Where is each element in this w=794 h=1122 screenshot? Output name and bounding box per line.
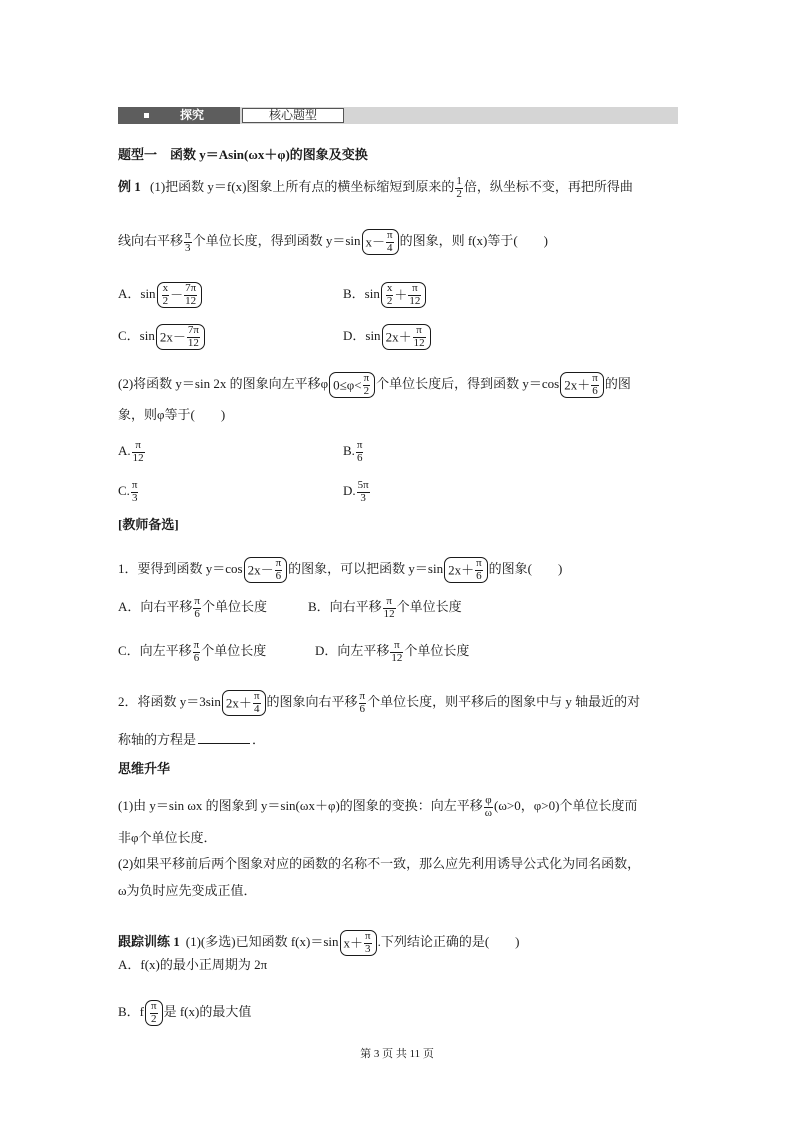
banner-tag [118, 107, 240, 124]
ex1-line1: 例 1 (1)把函数 y＝f(x)图象上所有点的横坐标缩短到原来的 $\frac{1}{2}$ 倍，纵坐标不变，再把所得曲 [118, 175, 633, 200]
ex1-q2-option-c: C. $\frac{\pi}{3}$ [118, 479, 138, 504]
teacher-option-b: B．向右平移 $\frac{\pi}{12}$ 个单位长度 [308, 595, 462, 620]
banner-label: 探究 [180, 108, 205, 122]
square-bullet-icon [144, 113, 149, 118]
summary-title: 思维升华 [118, 761, 171, 776]
teacher-q1: 1．要得到函数 y＝cos 2x－ $\frac{\pi}{6}$ 的图象，可以把函数 y＝sin 2x＋ $\frac{\pi}{6}$ 的图象( ) [118, 557, 563, 582]
ex1-q2-option-a: A. $\frac{\pi}{12}$ [118, 439, 144, 464]
track-tag: 跟踪训练 1 [118, 934, 180, 950]
section-banner [118, 107, 678, 124]
ex1-option-a: A．sin $\frac{x}{2}$ － $\frac{7\pi}{12}$ [118, 282, 203, 308]
ex1-option-c: C．sin 2x－ $\frac{7\pi}{12}$ [118, 324, 206, 350]
ex1-option-d: D．sin 2x＋ $\frac{\pi}{12}$ [343, 324, 432, 350]
teacher-q2-line2: 称轴的方程是 ． [118, 732, 266, 747]
page-footer: 第 3 页 共 11 页 [360, 1048, 434, 1060]
summary-line3: (2)如果平移前后两个图象对应的函数的名称不一致，那么应先利用诱导公式化为同名函数， [118, 856, 641, 871]
track-option-b: B．f $\frac{\pi}{2}$ 是 f(x)的最大值 [118, 1000, 252, 1025]
summary-line2: 非φ个单位长度． [118, 830, 217, 845]
ex1-q2-line1: (2)将函数 y＝sin 2x 的图象向左平移φ 0≤φ< $\frac{\pi}{2}$ 个单位长度后，得到函数 y＝cos 2x＋ $\frac{\pi}{6}$ 的图 [118, 372, 631, 397]
ex1-tag: 例 1 [118, 179, 141, 195]
ex1-option-b: B．sin $\frac{x}{2}$ ＋ $\frac{\pi}{12}$ [343, 282, 427, 308]
track-option-a: A．f(x)的最小正周期为 2π [118, 957, 268, 972]
teacher-option-c: C．向左平移 $\frac{\pi}{6}$ 个单位长度 [118, 639, 267, 664]
fraction: $\frac{1}{2}$ [456, 175, 462, 200]
section-title: 题型一 函数 y＝Asin(ωx＋φ)的图象及变换 [118, 147, 368, 162]
teacher-title: [教师备选] [118, 517, 179, 532]
teacher-option-a: A．向右平移 $\frac{\pi}{6}$ 个单位长度 [118, 595, 267, 620]
fraction: $\frac{\pi}{3}$ [185, 229, 191, 254]
teacher-q2-line1: 2．将函数 y＝3sin 2x＋ $\frac{\pi}{4}$ 的图象向右平移 $\frac{\pi}{6}$ 个单位长度，则平移后的图象中与 y 轴最近的对 [118, 690, 641, 715]
summary-line1: (1)由 y＝sin ωx 的图象到 y＝sin(ωx＋φ)的图象的变换：向左平移 $\frac{\varphi}{\omega}$ (ω>0，φ>0)个单位长度而 [118, 794, 638, 819]
track-line1: 跟踪训练 1 (1)(多选)已知函数 f(x)＝sin x＋ $\frac{\pi}{3}$ .下列结论正确的是( ) [118, 930, 520, 955]
teacher-option-d: D．向左平移 $\frac{\pi}{12}$ 个单位长度 [315, 639, 470, 664]
banner-title: 核心题型 [242, 108, 344, 123]
ex1-q2-option-b: B. $\frac{\pi}{6}$ [343, 439, 363, 464]
ex1-line2: 线向右平移 $\frac{\pi}{3}$ 个单位长度，得到函数 y＝sin x－ $\frac{\pi}{4}$ 的图象，则 f(x)等于( ) [118, 229, 548, 254]
answer-blank [198, 743, 250, 744]
ex1-q2-option-d: D. $\frac{5\pi}{3}$ [343, 479, 369, 504]
summary-line4: ω为负时应先变成正值． [118, 883, 257, 898]
ex1-q2-line2: 象，则φ等于( ) [118, 407, 226, 422]
paren-group: x－ $\frac{\pi}{4}$ [362, 229, 399, 255]
